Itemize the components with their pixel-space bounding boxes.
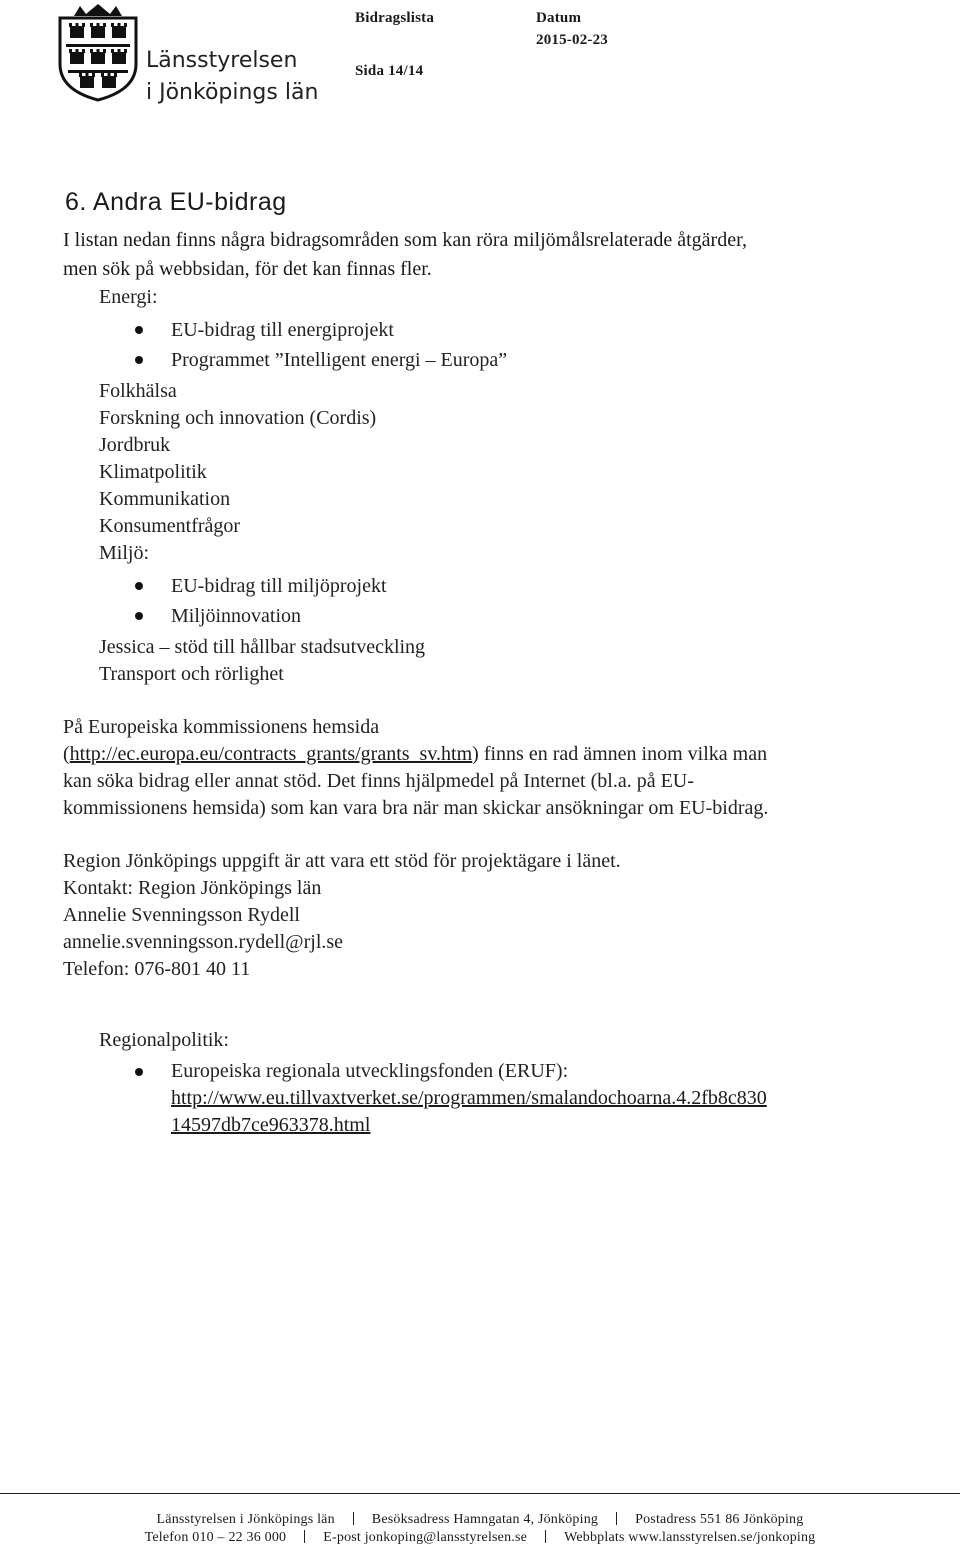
separator	[353, 1512, 354, 1525]
document-type-label: Bidragslista	[355, 10, 435, 26]
org-name-line2: i Jönköpings län	[146, 80, 319, 105]
bullet-icon	[135, 1068, 143, 1076]
category-item: Klimatpolitik	[99, 461, 207, 483]
list-item: EU-bidrag till energiprojekt	[63, 315, 923, 345]
commission-paragraph: På Europeiska kommissionens hemsida (http://ec.europa.eu/contracts_grants/grants_sv.htm) finns en rad ämnen inom vilka man kan söka bidrag eller annat stöd. Det finns hjälpmedel på Internet (bl.a. på EU-kommissionens hemsida) som kan vara bra när man skickar ansökningar om EU-bidrag.	[63, 716, 769, 819]
category-item: Transport och rörlighet	[99, 663, 284, 685]
environment-list	[63, 571, 923, 631]
category-environment: Miljö:	[99, 542, 150, 564]
category-item: Jessica – stöd till hållbar stadsutveckling	[99, 636, 426, 658]
footer-line2: Telefon 010 – 22 36 000 E-post jonkoping@lansstyrelsen.se Webbplats www.lansstyrelsen.se/jonkoping	[144, 1530, 816, 1545]
list-item: Programmet ”Intelligent energi – Europa”	[63, 345, 923, 375]
bullet-icon	[135, 356, 143, 364]
intro-text: I listan nedan finns några bidragsområden som kan röra miljömålsrelaterade åtgärder, men sök på webbsidan, för det kan finnas fler.	[63, 229, 747, 280]
category-item: Konsumentfrågor	[99, 515, 241, 537]
list-item: Europeiska regionala utvecklingsfonden (ERUF): http://www.eu.tillvaxtverket.se/programmen/smalandochoarna.4.2fb8c83014597db7ce963378.html	[63, 1058, 771, 1139]
separator	[304, 1530, 305, 1543]
document-body	[63, 186, 923, 1142]
category-energy: Energi:	[99, 286, 158, 308]
org-name-line1: Länsstyrelsen	[146, 48, 298, 73]
category-regional-policy: Regionalpolitik:	[99, 1029, 229, 1051]
commission-link[interactable]: http://ec.europa.eu/contracts_grants/grants_sv.htm	[69, 743, 473, 765]
date-label: Datum	[536, 10, 582, 26]
bullet-icon	[135, 582, 143, 590]
footer-line1: Länsstyrelsen i Jönköpings län Besöksadress Hamngatan 4, Jönköping Postadress 551 86 Jönköping	[156, 1512, 804, 1527]
energy-list	[63, 315, 923, 375]
category-item: Kommunikation	[99, 488, 231, 510]
contact-email: annelie.svenningsson.rydell@rjl.se	[63, 931, 344, 953]
bullet-icon	[135, 326, 143, 334]
coat-of-arms-icon	[56, 4, 140, 102]
contact-name: Annelie Svenningsson Rydell	[63, 904, 300, 926]
separator	[616, 1512, 617, 1525]
regional-policy-list	[63, 1058, 923, 1139]
regional-fund-link[interactable]: http://www.eu.tillvaxtverket.se/programmen/smalandochoarna.4.2fb8c83014597db7ce963378.html	[171, 1087, 767, 1136]
footer-rule	[0, 1493, 960, 1494]
bullet-icon	[135, 612, 143, 620]
category-item: Folkhälsa	[99, 380, 177, 402]
contact-phone: Telefon: 076-801 40 11	[63, 958, 251, 980]
list-item: Miljöinnovation	[63, 601, 923, 631]
separator	[545, 1530, 546, 1543]
logo	[56, 4, 319, 105]
category-item: Forskning och innovation (Cordis)	[99, 407, 377, 429]
list-item: EU-bidrag till miljöprojekt	[63, 571, 923, 601]
date-value: 2015-02-23	[536, 32, 608, 48]
section-heading: 6. Andra EU-bidrag	[65, 188, 287, 216]
category-item: Jordbruk	[99, 434, 171, 456]
page-number: Sida 14/14	[355, 63, 424, 79]
region-info: Region Jönköpings uppgift är att vara ett stöd för projektägare i länet.	[63, 850, 621, 872]
region-contact: Kontakt: Region Jönköpings län	[63, 877, 322, 899]
